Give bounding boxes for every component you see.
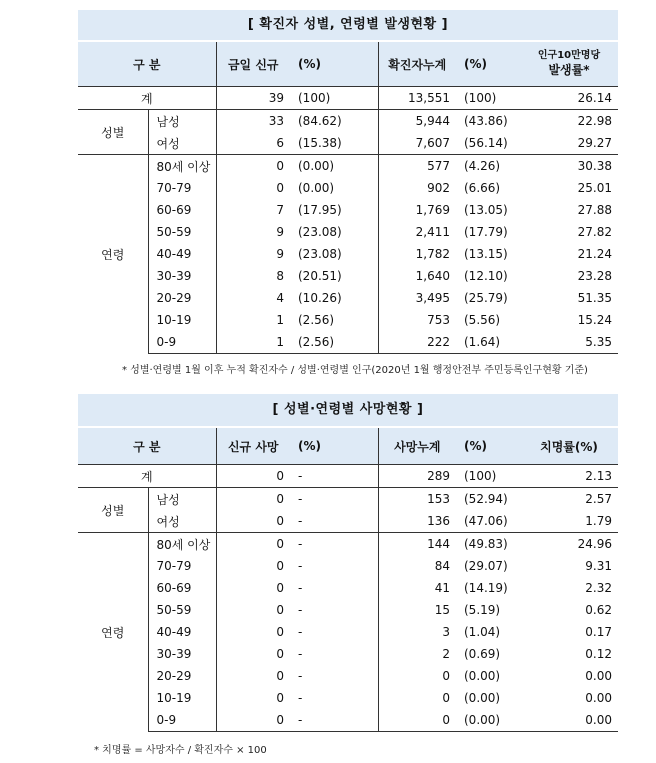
cumulative-percent: (12.10) bbox=[464, 269, 508, 283]
cumulative-count: 2 bbox=[378, 643, 456, 665]
row-label: 50-59 bbox=[148, 221, 216, 243]
cumulative-count: 136 bbox=[378, 510, 456, 533]
new-count: 0 bbox=[216, 709, 290, 732]
new-count: 0 bbox=[216, 533, 290, 556]
rate-value: 25.01 bbox=[577, 181, 612, 195]
table1-header-pct-cum: (%) bbox=[456, 42, 520, 87]
new-percent: - bbox=[290, 709, 378, 732]
cumulative-percent: (100) bbox=[456, 87, 520, 110]
new-count: 0 bbox=[216, 177, 290, 199]
table-row bbox=[78, 555, 618, 577]
new-count: 0 bbox=[216, 599, 290, 621]
cumulative-percent: (56.14) bbox=[464, 136, 508, 150]
new-count: 1 bbox=[216, 331, 290, 354]
row-label: 0-9 bbox=[148, 709, 216, 732]
cumulative-percent: (17.79) bbox=[464, 225, 508, 239]
new-count: 0 bbox=[216, 155, 290, 178]
new-percent: - bbox=[298, 514, 303, 528]
cumulative-percent: (52.94) bbox=[456, 488, 520, 511]
table2-header-cum: 사망누계 bbox=[378, 428, 456, 465]
cumulative-percent: (6.66) bbox=[464, 181, 501, 195]
cumulative-count: 1,782 bbox=[378, 243, 456, 265]
rate-value: 2.13 bbox=[520, 465, 618, 488]
rate-value: 23.28 bbox=[577, 269, 612, 283]
rate-value: 24.96 bbox=[520, 533, 618, 556]
rate-value: 21.24 bbox=[577, 247, 612, 261]
row-label: 여성 bbox=[148, 510, 216, 533]
cumulative-percent: (29.07) bbox=[464, 559, 508, 573]
cumulative-percent: (5.19) bbox=[464, 603, 501, 617]
new-count: 33 bbox=[216, 110, 290, 133]
new-percent: (20.51) bbox=[298, 269, 342, 283]
table-row bbox=[78, 510, 618, 533]
cumulative-count: 0 bbox=[378, 665, 456, 687]
rate-value: 0.12 bbox=[585, 647, 612, 661]
new-percent: (84.62) bbox=[290, 110, 378, 133]
table1-title: [ 확진자 성별, 연령별 발생현황 ] bbox=[78, 10, 618, 40]
new-count: 4 bbox=[216, 287, 290, 309]
cumulative-count: 2,411 bbox=[378, 221, 456, 243]
table-row bbox=[78, 265, 618, 287]
cumulative-percent: (0.00) bbox=[464, 691, 501, 705]
cumulative-percent: (14.19) bbox=[464, 581, 508, 595]
rate-value: 5.35 bbox=[520, 331, 618, 354]
new-percent: (10.26) bbox=[298, 291, 342, 305]
table2-total-row bbox=[78, 465, 618, 488]
new-count: 0 bbox=[216, 488, 290, 511]
new-percent: - bbox=[298, 691, 303, 705]
table1-footnote: * 성별·연령별 1월 이후 누적 확진자수 / 성별·연령별 인구(2020년 1월 행정안전부 주민등록인구현황 기준) bbox=[122, 365, 588, 376]
group-label: 연령 bbox=[78, 533, 148, 732]
cumulative-count: 15 bbox=[378, 599, 456, 621]
new-percent: (100) bbox=[290, 87, 378, 110]
new-percent: - bbox=[298, 559, 303, 573]
new-percent: - bbox=[290, 533, 378, 556]
new-count: 0 bbox=[216, 665, 290, 687]
new-count: 0 bbox=[216, 621, 290, 643]
table1-confirmed-cases bbox=[78, 42, 618, 354]
table-row bbox=[78, 621, 618, 643]
table-row bbox=[78, 577, 618, 599]
cumulative-percent: (0.00) bbox=[456, 709, 520, 732]
cumulative-percent: (1.04) bbox=[464, 625, 501, 639]
new-percent: (0.00) bbox=[298, 181, 335, 195]
table-row bbox=[78, 177, 618, 199]
rate-value: 22.98 bbox=[520, 110, 618, 133]
cumulative-percent: (13.05) bbox=[464, 203, 508, 217]
table1-header-new: 금일 신규 bbox=[216, 42, 290, 87]
table1-total-row bbox=[78, 87, 618, 110]
table-row bbox=[78, 533, 618, 556]
rate-value: 1.79 bbox=[585, 514, 612, 528]
table1-header-pct-new: (%) bbox=[290, 42, 378, 87]
row-label: 80세 이상 bbox=[148, 155, 216, 178]
row-label: 여성 bbox=[148, 132, 216, 155]
rate-value: 0.17 bbox=[585, 625, 612, 639]
table2-header-rate: 치명률(%) bbox=[520, 428, 618, 465]
new-count: 7 bbox=[216, 199, 290, 221]
rate-value: 0.62 bbox=[585, 603, 612, 617]
cumulative-percent: (49.83) bbox=[456, 533, 520, 556]
table-row bbox=[78, 132, 618, 155]
new-count: 0 bbox=[216, 465, 290, 488]
row-label: 남성 bbox=[148, 488, 216, 511]
row-label: 남성 bbox=[148, 110, 216, 133]
cumulative-count: 153 bbox=[378, 488, 456, 511]
table2-header-pct-cum: (%) bbox=[456, 428, 520, 465]
cumulative-count: 289 bbox=[378, 465, 456, 488]
rate-value: 9.31 bbox=[585, 559, 612, 573]
cumulative-percent: (100) bbox=[456, 465, 520, 488]
cumulative-count: 577 bbox=[378, 155, 456, 178]
new-percent: (23.08) bbox=[298, 247, 342, 261]
new-percent: (2.56) bbox=[290, 331, 378, 354]
row-label: 80세 이상 bbox=[148, 533, 216, 556]
new-count: 0 bbox=[216, 510, 290, 533]
new-count: 8 bbox=[216, 265, 290, 287]
new-percent: - bbox=[290, 465, 378, 488]
row-label: 0-9 bbox=[148, 331, 216, 354]
cumulative-count: 84 bbox=[378, 555, 456, 577]
row-label: 40-49 bbox=[148, 243, 216, 265]
table1-header-rate bbox=[520, 42, 618, 87]
table-row bbox=[78, 599, 618, 621]
rate-value: 2.57 bbox=[520, 488, 618, 511]
new-count: 6 bbox=[216, 132, 290, 155]
new-count: 0 bbox=[216, 643, 290, 665]
rate-value: 30.38 bbox=[520, 155, 618, 178]
row-label: 30-39 bbox=[148, 265, 216, 287]
row-label: 50-59 bbox=[148, 599, 216, 621]
row-label: 계 bbox=[78, 465, 216, 488]
new-percent: - bbox=[298, 603, 303, 617]
cumulative-percent: (0.00) bbox=[464, 669, 501, 683]
new-percent: - bbox=[298, 669, 303, 683]
new-percent: - bbox=[290, 488, 378, 511]
table-row bbox=[78, 665, 618, 687]
table2-footnote: * 치명률 = 사망자수 / 확진자수 × 100 bbox=[94, 745, 267, 756]
table2-header-pct-new: (%) bbox=[290, 428, 378, 465]
new-percent: - bbox=[298, 647, 303, 661]
cumulative-percent: (13.15) bbox=[464, 247, 508, 261]
rate-value: 0.00 bbox=[585, 669, 612, 683]
cumulative-percent: (47.06) bbox=[464, 514, 508, 528]
table1-header-cum: 확진자누계 bbox=[378, 42, 456, 87]
cumulative-count: 5,944 bbox=[378, 110, 456, 133]
row-label: 40-49 bbox=[148, 621, 216, 643]
cumulative-count: 3 bbox=[378, 621, 456, 643]
row-label: 20-29 bbox=[148, 287, 216, 309]
table-row bbox=[78, 221, 618, 243]
cumulative-percent: (5.56) bbox=[464, 313, 501, 327]
table2-title: [ 성별·연령별 사망현황 ] bbox=[78, 394, 618, 426]
cumulative-count: 753 bbox=[378, 309, 456, 331]
table-row bbox=[78, 199, 618, 221]
new-count: 9 bbox=[216, 243, 290, 265]
row-label: 20-29 bbox=[148, 665, 216, 687]
rate-value: 51.35 bbox=[577, 291, 612, 305]
table2-header-row bbox=[78, 428, 618, 465]
group-label: 연령 bbox=[78, 155, 148, 354]
table1-header-rate-line1: 인구10만명당 bbox=[537, 50, 601, 61]
new-count: 0 bbox=[216, 687, 290, 709]
cumulative-count: 1,769 bbox=[378, 199, 456, 221]
table1-header-row bbox=[78, 42, 618, 87]
row-label: 60-69 bbox=[148, 577, 216, 599]
new-percent: (2.56) bbox=[298, 313, 335, 327]
table-row bbox=[78, 488, 618, 511]
rate-value: 2.32 bbox=[585, 581, 612, 595]
cumulative-count: 0 bbox=[378, 709, 456, 732]
row-label: 70-79 bbox=[148, 555, 216, 577]
table1-header-rate-line2: 발생률* bbox=[548, 63, 590, 77]
new-percent: (15.38) bbox=[298, 136, 342, 150]
table-row bbox=[78, 287, 618, 309]
cumulative-count: 222 bbox=[378, 331, 456, 354]
table-row bbox=[78, 331, 618, 354]
cumulative-count: 1,640 bbox=[378, 265, 456, 287]
group-label: 성별 bbox=[78, 488, 148, 533]
cumulative-count: 0 bbox=[378, 687, 456, 709]
table2-header-new: 신규 사망 bbox=[216, 428, 290, 465]
table-row bbox=[78, 687, 618, 709]
cumulative-count: 902 bbox=[378, 177, 456, 199]
new-count: 0 bbox=[216, 555, 290, 577]
table-row bbox=[78, 110, 618, 133]
table2-header-group: 구 분 bbox=[78, 428, 216, 465]
rate-value: 26.14 bbox=[520, 87, 618, 110]
cumulative-percent: (43.86) bbox=[456, 110, 520, 133]
row-label: 계 bbox=[78, 87, 216, 110]
cumulative-count: 41 bbox=[378, 577, 456, 599]
row-label: 70-79 bbox=[148, 177, 216, 199]
cumulative-percent: (4.26) bbox=[456, 155, 520, 178]
cumulative-percent: (0.69) bbox=[464, 647, 501, 661]
table-row bbox=[78, 243, 618, 265]
row-label: 10-19 bbox=[148, 309, 216, 331]
new-percent: - bbox=[298, 581, 303, 595]
table-row bbox=[78, 155, 618, 178]
table2-deaths bbox=[78, 428, 618, 732]
rate-value: 15.24 bbox=[577, 313, 612, 327]
new-count: 0 bbox=[216, 577, 290, 599]
rate-value: 27.88 bbox=[577, 203, 612, 217]
new-percent: (0.00) bbox=[290, 155, 378, 178]
table-row bbox=[78, 309, 618, 331]
rate-value: 0.00 bbox=[585, 691, 612, 705]
table1-header-group: 구 분 bbox=[78, 42, 216, 87]
group-label: 성별 bbox=[78, 110, 148, 155]
rate-value: 27.82 bbox=[577, 225, 612, 239]
new-count: 9 bbox=[216, 221, 290, 243]
cumulative-percent: (25.79) bbox=[464, 291, 508, 305]
new-percent: (23.08) bbox=[298, 225, 342, 239]
row-label: 30-39 bbox=[148, 643, 216, 665]
cumulative-count: 13,551 bbox=[378, 87, 456, 110]
rate-value: 29.27 bbox=[577, 136, 612, 150]
new-count: 1 bbox=[216, 309, 290, 331]
cumulative-count: 144 bbox=[378, 533, 456, 556]
cumulative-percent: (1.64) bbox=[456, 331, 520, 354]
table-row bbox=[78, 709, 618, 732]
new-percent: - bbox=[298, 625, 303, 639]
cumulative-count: 7,607 bbox=[378, 132, 456, 155]
new-count: 39 bbox=[216, 87, 290, 110]
table-row bbox=[78, 643, 618, 665]
new-percent: (17.95) bbox=[298, 203, 342, 217]
row-label: 60-69 bbox=[148, 199, 216, 221]
rate-value: 0.00 bbox=[520, 709, 618, 732]
row-label: 10-19 bbox=[148, 687, 216, 709]
cumulative-count: 3,495 bbox=[378, 287, 456, 309]
